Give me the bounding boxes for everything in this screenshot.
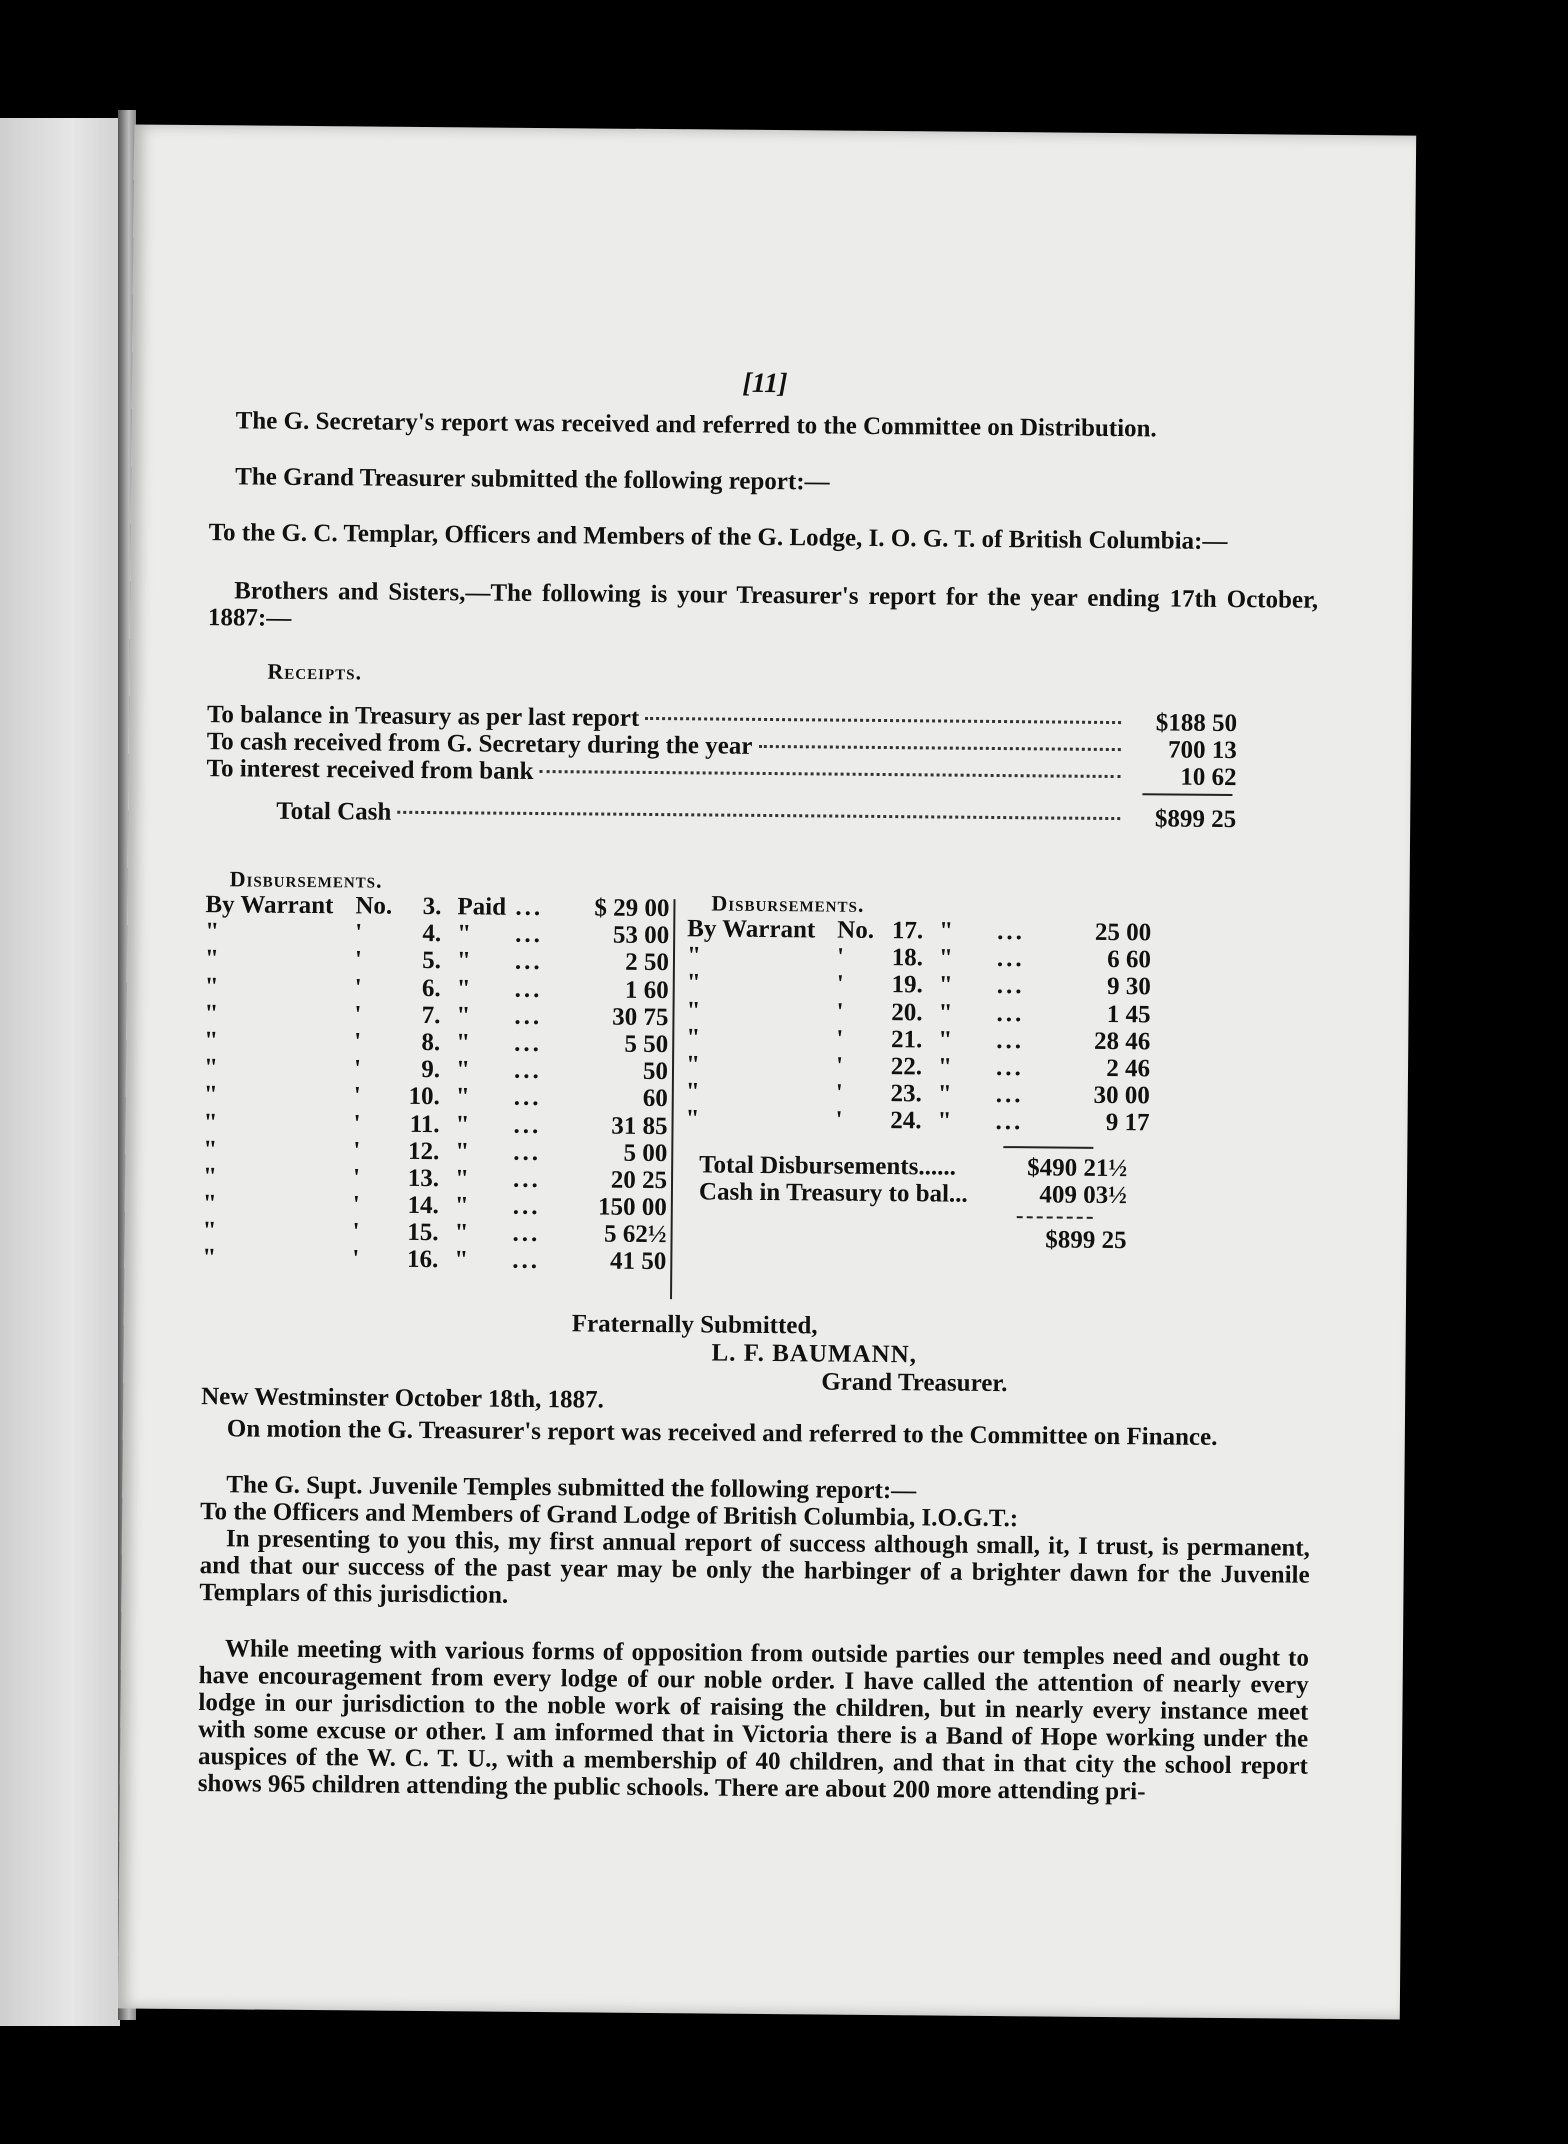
warrant-label: " bbox=[686, 996, 701, 1024]
warrant-row bbox=[686, 997, 1150, 1028]
warrant-amount: 50 bbox=[642, 1058, 669, 1086]
warrant-label: " bbox=[685, 1078, 700, 1106]
leader-dots bbox=[539, 770, 1120, 778]
warrant-row bbox=[687, 942, 1151, 973]
page-content bbox=[197, 125, 1322, 1806]
leader-dots: ... bbox=[514, 1029, 543, 1057]
warrant-label: " bbox=[204, 945, 219, 973]
warrant-number: 18. bbox=[891, 944, 924, 972]
report-greeting: Brothers and Sisters,—The following is your Treasurer's report for the year ending 17th October, 1887:— bbox=[207, 577, 1319, 632]
warrant-amount: 20 25 bbox=[610, 1166, 668, 1195]
paid-label: " bbox=[938, 1026, 953, 1054]
paid-label: " bbox=[938, 999, 953, 1027]
warrant-label: " bbox=[685, 1105, 700, 1133]
warrant-number: 20. bbox=[891, 998, 923, 1026]
paid-label: " bbox=[454, 1246, 469, 1274]
receipt-label: To interest received from bank bbox=[206, 755, 534, 785]
warrant-label: " bbox=[203, 1081, 218, 1109]
paid-label: " bbox=[455, 1083, 470, 1111]
paid-label: " bbox=[454, 1192, 469, 1220]
leader-dots: ... bbox=[514, 1002, 543, 1030]
total-disbursements-row bbox=[685, 1151, 1149, 1182]
disbursements-right bbox=[684, 889, 1151, 1254]
warrant-label: " bbox=[202, 1244, 217, 1272]
receipts-heading: Receipts. bbox=[267, 658, 363, 685]
warrant-amount: 28 46 bbox=[1093, 1027, 1151, 1056]
receipt-label: To cash received from G. Secretary during the year bbox=[206, 728, 753, 760]
warrant-amount: 2 50 bbox=[625, 949, 670, 977]
leader-dots bbox=[397, 811, 1120, 820]
warrant-label: " bbox=[202, 1190, 217, 1218]
leader-dots: ... bbox=[514, 948, 543, 976]
warrant-label: " bbox=[686, 942, 702, 970]
warrant-no-label: ' bbox=[836, 998, 844, 1026]
warrant-label: " bbox=[202, 1162, 218, 1191]
warrant-no-label: ' bbox=[835, 1052, 844, 1080]
total-cash-row bbox=[276, 798, 1236, 833]
paid-label: " bbox=[939, 917, 954, 945]
place-date: New Westminster October 18th, 1887. bbox=[201, 1383, 604, 1414]
signer-title: Grand Treasurer. bbox=[821, 1368, 1008, 1398]
warrant-no-label: ' bbox=[353, 1109, 361, 1137]
warrant-no-label: No. bbox=[355, 892, 393, 920]
warrant-no-label: ' bbox=[352, 1218, 360, 1246]
page-number: [11] bbox=[742, 367, 788, 400]
warrant-row bbox=[203, 1136, 667, 1167]
warrant-label: " bbox=[686, 1024, 701, 1052]
warrant-amount: 9 17 bbox=[1105, 1109, 1150, 1137]
paid-label: " bbox=[937, 1080, 952, 1108]
paid-label: " bbox=[456, 974, 471, 1002]
warrant-label: " bbox=[203, 1108, 218, 1136]
warrant-amount: 60 bbox=[642, 1085, 668, 1113]
sum-rule bbox=[1003, 1146, 1093, 1149]
warrant-number: 13. bbox=[407, 1164, 440, 1193]
leader-dots: ... bbox=[515, 920, 544, 949]
leader-dots: ... bbox=[513, 1111, 542, 1139]
warrant-amount: 1 60 bbox=[624, 976, 669, 1004]
warrant-label: " bbox=[203, 1135, 218, 1163]
warrant-number: 19. bbox=[891, 971, 923, 999]
warrant-label: " bbox=[203, 1054, 219, 1082]
leader-dots: ... bbox=[996, 972, 1025, 1000]
warrant-no-label: ' bbox=[352, 1191, 360, 1219]
paid-label: " bbox=[456, 1002, 471, 1030]
warrant-row bbox=[685, 1106, 1149, 1137]
warrant-number: 7. bbox=[421, 1001, 441, 1029]
leader-dots bbox=[645, 717, 1121, 724]
paid-label: " bbox=[456, 947, 471, 975]
cash-balance-value: 409 03½ bbox=[1039, 1180, 1128, 1209]
leader-dots: ... bbox=[996, 945, 1025, 973]
warrant-number: 24. bbox=[890, 1107, 922, 1135]
receipt-label: To balance in Treasury as per last report bbox=[206, 701, 640, 732]
warrant-no-label: ' bbox=[354, 946, 363, 974]
leader-dots: ... bbox=[995, 1053, 1024, 1082]
warrant-amount: 150 00 bbox=[597, 1193, 667, 1222]
warrant-number: 9. bbox=[421, 1056, 441, 1084]
disbursements-heading: Disbursements. bbox=[229, 866, 383, 893]
leader-dots: ... bbox=[513, 1138, 542, 1166]
warrant-amount: 1 45 bbox=[1106, 1000, 1151, 1028]
warrant-number: 21. bbox=[890, 1025, 923, 1054]
warrant-label: " bbox=[685, 1051, 701, 1079]
warrant-no-label: ' bbox=[836, 970, 844, 999]
paid-label: " bbox=[455, 1056, 471, 1084]
warrant-label: " bbox=[204, 999, 219, 1027]
total-disbursements-value: $490 21½ bbox=[1027, 1153, 1128, 1182]
paid-label: " bbox=[937, 1053, 953, 1081]
paid-label: " bbox=[938, 971, 953, 999]
leader-dots bbox=[758, 745, 1120, 751]
warrant-amount: 2 46 bbox=[1106, 1054, 1151, 1083]
warrant-amount: 5 00 bbox=[623, 1139, 668, 1167]
warrant-row bbox=[205, 918, 669, 949]
warrant-row bbox=[205, 973, 669, 1004]
warrant-no-label: ' bbox=[836, 1025, 844, 1053]
warrant-number: 12. bbox=[407, 1137, 440, 1165]
warrant-amount: $ 29 00 bbox=[594, 894, 670, 923]
warrant-no-label: ' bbox=[836, 943, 845, 971]
warrant-amount: 30 75 bbox=[612, 1003, 669, 1031]
paid-label: " bbox=[454, 1219, 469, 1247]
presenting-paragraph: In presenting to you this, my first annual report of success although small, it, I trust, is permanent, and that our success of the past year may be only the harbinger of a brighter dawn for the Juvenile Templars of this jurisdiction. bbox=[199, 1525, 1310, 1609]
warrant-no-label: ' bbox=[352, 1164, 361, 1192]
cash-balance-row bbox=[685, 1178, 1149, 1209]
warrant-row bbox=[686, 1051, 1150, 1082]
warrant-number: 23. bbox=[890, 1080, 922, 1108]
warrant-label: By Warrant bbox=[205, 891, 334, 920]
warrant-row bbox=[203, 1109, 667, 1140]
leader-dots: ... bbox=[996, 999, 1025, 1027]
warrant-list bbox=[202, 891, 669, 1276]
receipt-amount: 10 62 bbox=[1180, 763, 1237, 792]
paid-label: " bbox=[455, 1137, 470, 1166]
warrant-no-label: ' bbox=[355, 919, 363, 947]
warrant-number: 10. bbox=[408, 1083, 440, 1111]
warrant-amount: 25 00 bbox=[1094, 918, 1152, 947]
paid-label: Paid bbox=[457, 893, 507, 921]
warrant-row bbox=[205, 945, 669, 976]
warrant-label: " bbox=[202, 1217, 217, 1245]
leader-dots: ... bbox=[513, 1056, 542, 1085]
warrant-amount: 31 85 bbox=[611, 1112, 668, 1140]
column-divider bbox=[670, 899, 675, 1299]
juvenile-address: To the Officers and Members of Grand Lodge of British Columbia, I.O.G.T.: bbox=[200, 1498, 1019, 1533]
signer-name: L. F. BAUMANN, bbox=[711, 1339, 918, 1369]
warrant-number: 4. bbox=[422, 920, 442, 948]
warrant-no-label: ' bbox=[354, 973, 362, 1002]
leader-dots: ... bbox=[995, 1081, 1024, 1109]
leader-dots: ... bbox=[512, 1192, 541, 1221]
warrant-label: " bbox=[205, 918, 220, 946]
intro-secretary-report: The G. Secretary's report was received and referred to the Committee on Distribution. bbox=[235, 407, 1157, 443]
paid-label: " bbox=[938, 944, 954, 972]
total-disbursements-label: Total Disbursements...... bbox=[699, 1150, 957, 1181]
leader-dots: ... bbox=[512, 1165, 541, 1193]
warrant-amount: 5 50 bbox=[624, 1030, 669, 1059]
paid-label: " bbox=[456, 1029, 471, 1057]
warrant-number: 5. bbox=[422, 947, 442, 975]
juvenile-paragraph: The G. Supt. Juvenile Temples submitted the following report:— bbox=[226, 1471, 917, 1505]
intro-treasurer-submitted: The Grand Treasurer submitted the following report:— bbox=[235, 463, 830, 496]
warrant-row bbox=[202, 1245, 666, 1276]
disbursements-left bbox=[202, 865, 670, 1276]
report-address: To the G. C. Templar, Officers and Members of the G. Lodge, I. O. G. T. of British Columbia:— bbox=[208, 519, 1228, 555]
leader-dots: ... bbox=[996, 1026, 1025, 1054]
warrant-row bbox=[686, 1024, 1150, 1055]
warrant-number: 11. bbox=[409, 1110, 440, 1138]
warrant-number: 22. bbox=[890, 1053, 923, 1081]
warrant-label: " bbox=[204, 1027, 219, 1055]
warrant-number: 15. bbox=[407, 1219, 439, 1247]
paid-label: " bbox=[457, 920, 472, 948]
leader-dots: ... bbox=[515, 893, 544, 922]
paid-label: " bbox=[937, 1107, 952, 1135]
total-cash-amount: $899 25 bbox=[1154, 805, 1237, 834]
warrant-number: 17. bbox=[891, 917, 924, 945]
document-page bbox=[118, 124, 1416, 2019]
warrant-row bbox=[687, 915, 1151, 946]
facing-page-edge bbox=[0, 118, 120, 2026]
warrant-number: 14. bbox=[407, 1191, 439, 1220]
warrant-row bbox=[204, 1027, 668, 1058]
warrant-label: " bbox=[686, 969, 701, 997]
paid-label: " bbox=[454, 1165, 470, 1193]
warrant-label: By Warrant bbox=[687, 915, 816, 944]
warrant-no-label: No. bbox=[837, 916, 875, 944]
leader-dots: ... bbox=[514, 975, 543, 1003]
leader-dots: ... bbox=[513, 1084, 542, 1112]
total-cash-label: Total Cash bbox=[276, 797, 392, 826]
warrant-no-label: ' bbox=[354, 1028, 362, 1056]
paid-label: " bbox=[455, 1110, 470, 1138]
warrant-row bbox=[686, 1078, 1150, 1109]
grand-total-row bbox=[684, 1223, 1148, 1254]
warrant-number: 16. bbox=[406, 1246, 439, 1274]
warrant-row bbox=[204, 1054, 668, 1085]
grand-total-value: $899 25 bbox=[1045, 1225, 1127, 1254]
warrant-no-label: ' bbox=[354, 1001, 362, 1029]
closing: Fraternally Submitted, bbox=[571, 1310, 818, 1340]
warrant-row bbox=[687, 970, 1151, 1001]
warrant-no-label: ' bbox=[835, 1106, 843, 1134]
warrant-amount: 5 62½ bbox=[603, 1220, 667, 1249]
warrant-row bbox=[202, 1217, 666, 1248]
sum-rule bbox=[1142, 793, 1232, 796]
warrant-no-label: ' bbox=[835, 1079, 843, 1107]
receipt-amount: $188 50 bbox=[1155, 709, 1238, 738]
warrant-label: " bbox=[204, 972, 219, 1000]
warrant-row bbox=[205, 891, 669, 922]
leader-dots: ... bbox=[995, 1108, 1024, 1136]
leader-dots: ... bbox=[512, 1220, 541, 1248]
warrant-amount: 30 00 bbox=[1093, 1081, 1150, 1110]
warrant-number: 3. bbox=[422, 892, 442, 921]
leader-dots: ... bbox=[512, 1247, 541, 1275]
warrant-row bbox=[204, 1000, 668, 1031]
warrant-amount: 9 30 bbox=[1106, 973, 1151, 1001]
cash-balance-label: Cash in Treasury to bal... bbox=[698, 1177, 968, 1208]
warrant-row bbox=[204, 1081, 668, 1112]
leader-dots: ... bbox=[997, 918, 1026, 946]
warrant-no-label: ' bbox=[352, 1245, 360, 1273]
warrant-no-label: ' bbox=[353, 1055, 362, 1083]
receipt-amount: 700 13 bbox=[1167, 736, 1237, 765]
warrant-amount: 6 60 bbox=[1107, 946, 1152, 974]
warrant-no-label: ' bbox=[353, 1082, 361, 1110]
warrant-amount: 53 00 bbox=[612, 921, 670, 950]
motion-paragraph: On motion the G. Treasurer's report was received and referred to the Committee on Finance. bbox=[226, 1415, 1218, 1451]
opposition-paragraph: While meeting with various forms of opposition from outside parties our temples need and ought to have encouragement from every lodge of our noble order. I have called the attention of nearly every lodge in our jurisdiction to the noble work of raising the children, but in nearly every instance meet with some excuse or other. I am informed that in Victoria there is a Band of Hope working under the auspices of the W. C. T. U., with a membership of 40 children, and that in that city the school report shows 965 children attending the public schools. There are about 200 more attending pri- bbox=[197, 1635, 1310, 1806]
warrant-no-label: ' bbox=[353, 1137, 361, 1165]
warrant-number: 8. bbox=[421, 1028, 441, 1057]
warrant-row bbox=[203, 1190, 667, 1221]
warrant-list bbox=[685, 915, 1151, 1137]
warrant-amount: 41 50 bbox=[609, 1248, 667, 1276]
disbursements-heading: Disbursements. bbox=[711, 890, 865, 917]
warrant-number: 6. bbox=[421, 974, 441, 1002]
warrant-row bbox=[203, 1163, 667, 1194]
sum-rule bbox=[1017, 1216, 1093, 1219]
